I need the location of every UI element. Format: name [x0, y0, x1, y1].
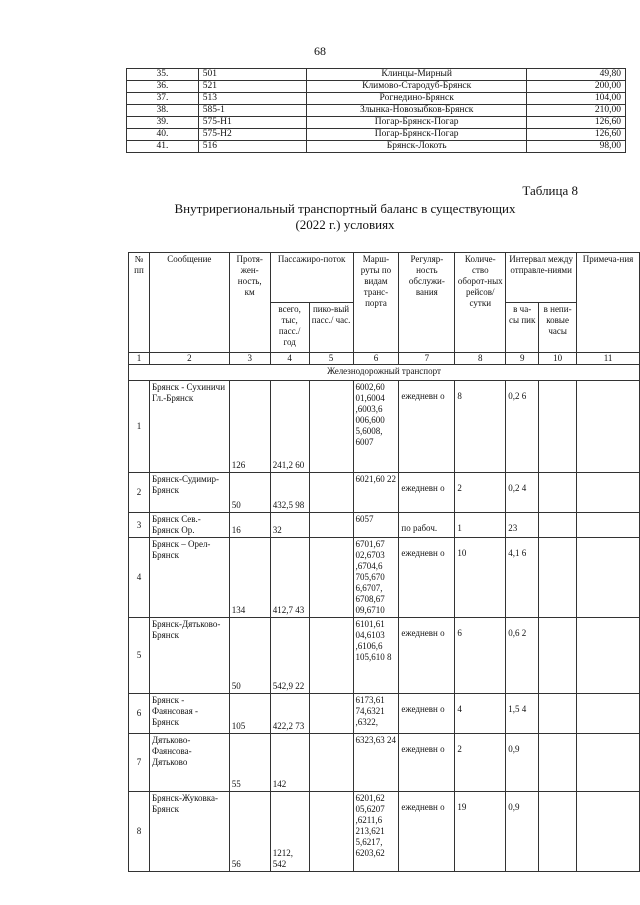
header-num: № пп — [129, 253, 150, 353]
row-route: Брянск - Сухиничи Гл.-Брянск — [149, 381, 229, 473]
row-length: 126 — [229, 381, 270, 473]
column-number: 6 — [353, 353, 399, 365]
row-note — [577, 734, 640, 792]
header-pass-total: всего, тыс, пасс./ год — [270, 303, 309, 353]
row-route: Брянск-Жуковка-Брянск — [149, 792, 229, 872]
row-number: 35. — [127, 69, 199, 81]
row-route: Брянск Сев.-Брянск Ор. — [149, 513, 229, 538]
table-title — [120, 201, 570, 233]
table-title-line-1: Внутрирегиональный транспортный баланс в существующих — [174, 201, 516, 216]
route-value: 104,00 — [527, 93, 626, 105]
route-name: Рогнедино-Брянск — [306, 93, 526, 105]
row-pass-total: 412,7 43 — [270, 538, 309, 618]
route-list-row — [127, 141, 626, 153]
row-pass-total: 422,2 73 — [270, 694, 309, 734]
row-regularity: ежедневн о — [399, 473, 455, 513]
row-routes: 6701,67 02,6703 ,6704,6 705,670 6,6707, 6708,67 09,6710 — [353, 538, 399, 618]
row-number: 3 — [129, 513, 150, 538]
header-routes-by-type: Марш-руты по видам транс-порта — [353, 253, 399, 353]
row-interval-peak: 1,5 4 — [506, 694, 539, 734]
row-routes: 6057 — [353, 513, 399, 538]
column-number: 11 — [577, 353, 640, 365]
route-name: Климово-Стародуб-Брянск — [306, 81, 526, 93]
row-length: 16 — [229, 513, 270, 538]
row-regularity: ежедневн о — [399, 618, 455, 694]
row-routes: 6002,60 01,6004 ,6003,6 006,600 5,6008, 6007 — [353, 381, 399, 473]
row-pass-total: 542,9 22 — [270, 618, 309, 694]
row-routes: 6173,61 74,6321 ,6322, — [353, 694, 399, 734]
row-turnover: 10 — [455, 538, 506, 618]
route-code: 501 — [198, 69, 306, 81]
route-value: 126,60 — [527, 129, 626, 141]
table-row — [129, 513, 640, 538]
row-note — [577, 381, 640, 473]
row-number: 6 — [129, 694, 150, 734]
header-turnover: Количе-ство оборот-ных рейсов/ сутки — [455, 253, 506, 353]
row-note — [577, 792, 640, 872]
header-interval-offpeak: в непи-ковые часы — [539, 303, 577, 353]
row-number: 4 — [129, 538, 150, 618]
table-row — [129, 792, 640, 872]
row-length: 50 — [229, 618, 270, 694]
route-name: Злынка-Новозыбков-Брянск — [306, 105, 526, 117]
row-number: 1 — [129, 381, 150, 473]
header-interval-peak: в ча-сы пик — [506, 303, 539, 353]
row-length: 55 — [229, 734, 270, 792]
row-note — [577, 618, 640, 694]
row-pass-peak — [309, 618, 353, 694]
table-caption: Таблица 8 — [522, 183, 578, 198]
row-number: 7 — [129, 734, 150, 792]
table-row — [129, 734, 640, 792]
route-list-row — [127, 117, 626, 129]
row-length: 50 — [229, 473, 270, 513]
row-interval-offpeak — [539, 513, 577, 538]
row-pass-peak — [309, 694, 353, 734]
header-interval: Интервал между отправле-ниями — [506, 253, 577, 303]
row-interval-peak: 4,1 6 — [506, 538, 539, 618]
route-code: 521 — [198, 81, 306, 93]
page-number: 68 — [314, 44, 326, 58]
row-number: 5 — [129, 618, 150, 694]
row-number: 41. — [127, 141, 199, 153]
row-note — [577, 473, 640, 513]
row-turnover: 2 — [455, 734, 506, 792]
route-list-row — [127, 93, 626, 105]
row-interval-peak: 0,9 — [506, 792, 539, 872]
row-pass-total: 432,5 98 — [270, 473, 309, 513]
row-pass-total: 142 — [270, 734, 309, 792]
row-interval-peak: 23 — [506, 513, 539, 538]
header-route: Сообщение — [149, 253, 229, 353]
header-passenger-flow: Пассажиро-поток — [270, 253, 353, 303]
route-value: 210,00 — [527, 105, 626, 117]
row-interval-offpeak — [539, 618, 577, 694]
column-number: 7 — [399, 353, 455, 365]
route-code: 516 — [198, 141, 306, 153]
row-route: Брянск-Судимир-Брянск — [149, 473, 229, 513]
row-note — [577, 694, 640, 734]
row-number: 37. — [127, 93, 199, 105]
route-value: 49,80 — [527, 69, 626, 81]
row-number: 38. — [127, 105, 199, 117]
row-number: 36. — [127, 81, 199, 93]
row-note — [577, 513, 640, 538]
row-turnover: 4 — [455, 694, 506, 734]
header-pass-peak: пико-вый пасс./ час. — [309, 303, 353, 353]
column-number: 2 — [149, 353, 229, 365]
row-regularity: ежедневн о — [399, 381, 455, 473]
row-pass-total: 32 — [270, 513, 309, 538]
column-number: 4 — [270, 353, 309, 365]
row-interval-offpeak — [539, 792, 577, 872]
route-value: 98,00 — [527, 141, 626, 153]
row-interval-offpeak — [539, 473, 577, 513]
column-number: 3 — [229, 353, 270, 365]
route-value: 126,60 — [527, 117, 626, 129]
row-interval-offpeak — [539, 538, 577, 618]
route-name: Клинцы-Мирный — [306, 69, 526, 81]
table-row — [129, 618, 640, 694]
route-list-row — [127, 129, 626, 141]
row-length: 56 — [229, 792, 270, 872]
row-number: 8 — [129, 792, 150, 872]
header-length: Протя-жен-ность, км — [229, 253, 270, 353]
row-route: Дятьково-Фаянсова-Дятьково — [149, 734, 229, 792]
row-pass-total: 1212, 542 — [270, 792, 309, 872]
section-heading: Железнодорожный транспорт — [129, 365, 640, 381]
table-row — [129, 381, 640, 473]
row-route: Брянск - Фаянсовая - Брянск — [149, 694, 229, 734]
header-regularity: Регуляр-ность обслужи-вания — [399, 253, 455, 353]
row-routes: 6201,62 05,6207 ,6211,6 213,621 5,6217, 6203,62 — [353, 792, 399, 872]
header-note: Примеча-ния — [577, 253, 640, 353]
row-pass-peak — [309, 381, 353, 473]
route-name: Погар-Брянск-Погар — [306, 129, 526, 141]
row-interval-offpeak — [539, 734, 577, 792]
row-interval-peak: 0,2 4 — [506, 473, 539, 513]
table-title-line-2: (2022 г.) условиях — [295, 217, 395, 232]
row-route: Брянск – Орел-Брянск — [149, 538, 229, 618]
route-list-row — [127, 105, 626, 117]
route-list-row — [127, 81, 626, 93]
row-pass-total: 241,2 60 — [270, 381, 309, 473]
route-code: 575-Н2 — [198, 129, 306, 141]
row-pass-peak — [309, 538, 353, 618]
route-code: 585-1 — [198, 105, 306, 117]
row-regularity: ежедневн о — [399, 792, 455, 872]
table-row — [129, 538, 640, 618]
column-number: 9 — [506, 353, 539, 365]
row-number: 39. — [127, 117, 199, 129]
row-routes: 6021,60 22 — [353, 473, 399, 513]
row-turnover: 6 — [455, 618, 506, 694]
row-turnover: 2 — [455, 473, 506, 513]
row-turnover: 1 — [455, 513, 506, 538]
row-regularity: ежедневн о — [399, 538, 455, 618]
route-code: 513 — [198, 93, 306, 105]
row-interval-offpeak — [539, 381, 577, 473]
row-regularity: по рабоч. — [399, 513, 455, 538]
column-number: 10 — [539, 353, 577, 365]
row-interval-peak: 0,6 2 — [506, 618, 539, 694]
column-number: 5 — [309, 353, 353, 365]
route-name: Погар-Брянск-Погар — [306, 117, 526, 129]
row-regularity: ежедневн о — [399, 694, 455, 734]
row-interval-peak: 0,2 6 — [506, 381, 539, 473]
row-regularity: ежедневн о — [399, 734, 455, 792]
row-routes: 6323,63 24 — [353, 734, 399, 792]
row-interval-offpeak — [539, 694, 577, 734]
row-route: Брянск-Дятьково-Брянск — [149, 618, 229, 694]
route-list-row — [127, 69, 626, 81]
row-interval-peak: 0,9 — [506, 734, 539, 792]
route-list-table — [126, 68, 626, 153]
row-pass-peak — [309, 513, 353, 538]
row-number: 40. — [127, 129, 199, 141]
transport-balance-table — [128, 252, 640, 872]
row-pass-peak — [309, 473, 353, 513]
table-row — [129, 694, 640, 734]
route-name: Брянск-Локоть — [306, 141, 526, 153]
table-row — [129, 473, 640, 513]
row-note — [577, 538, 640, 618]
column-number: 8 — [455, 353, 506, 365]
row-length: 105 — [229, 694, 270, 734]
row-number: 2 — [129, 473, 150, 513]
row-length: 134 — [229, 538, 270, 618]
route-value: 200,00 — [527, 81, 626, 93]
row-turnover: 8 — [455, 381, 506, 473]
row-pass-peak — [309, 792, 353, 872]
row-pass-peak — [309, 734, 353, 792]
row-routes: 6101,61 04,6103 ,6106,6 105,610 8 — [353, 618, 399, 694]
route-code: 575-Н1 — [198, 117, 306, 129]
column-number: 1 — [129, 353, 150, 365]
row-turnover: 19 — [455, 792, 506, 872]
